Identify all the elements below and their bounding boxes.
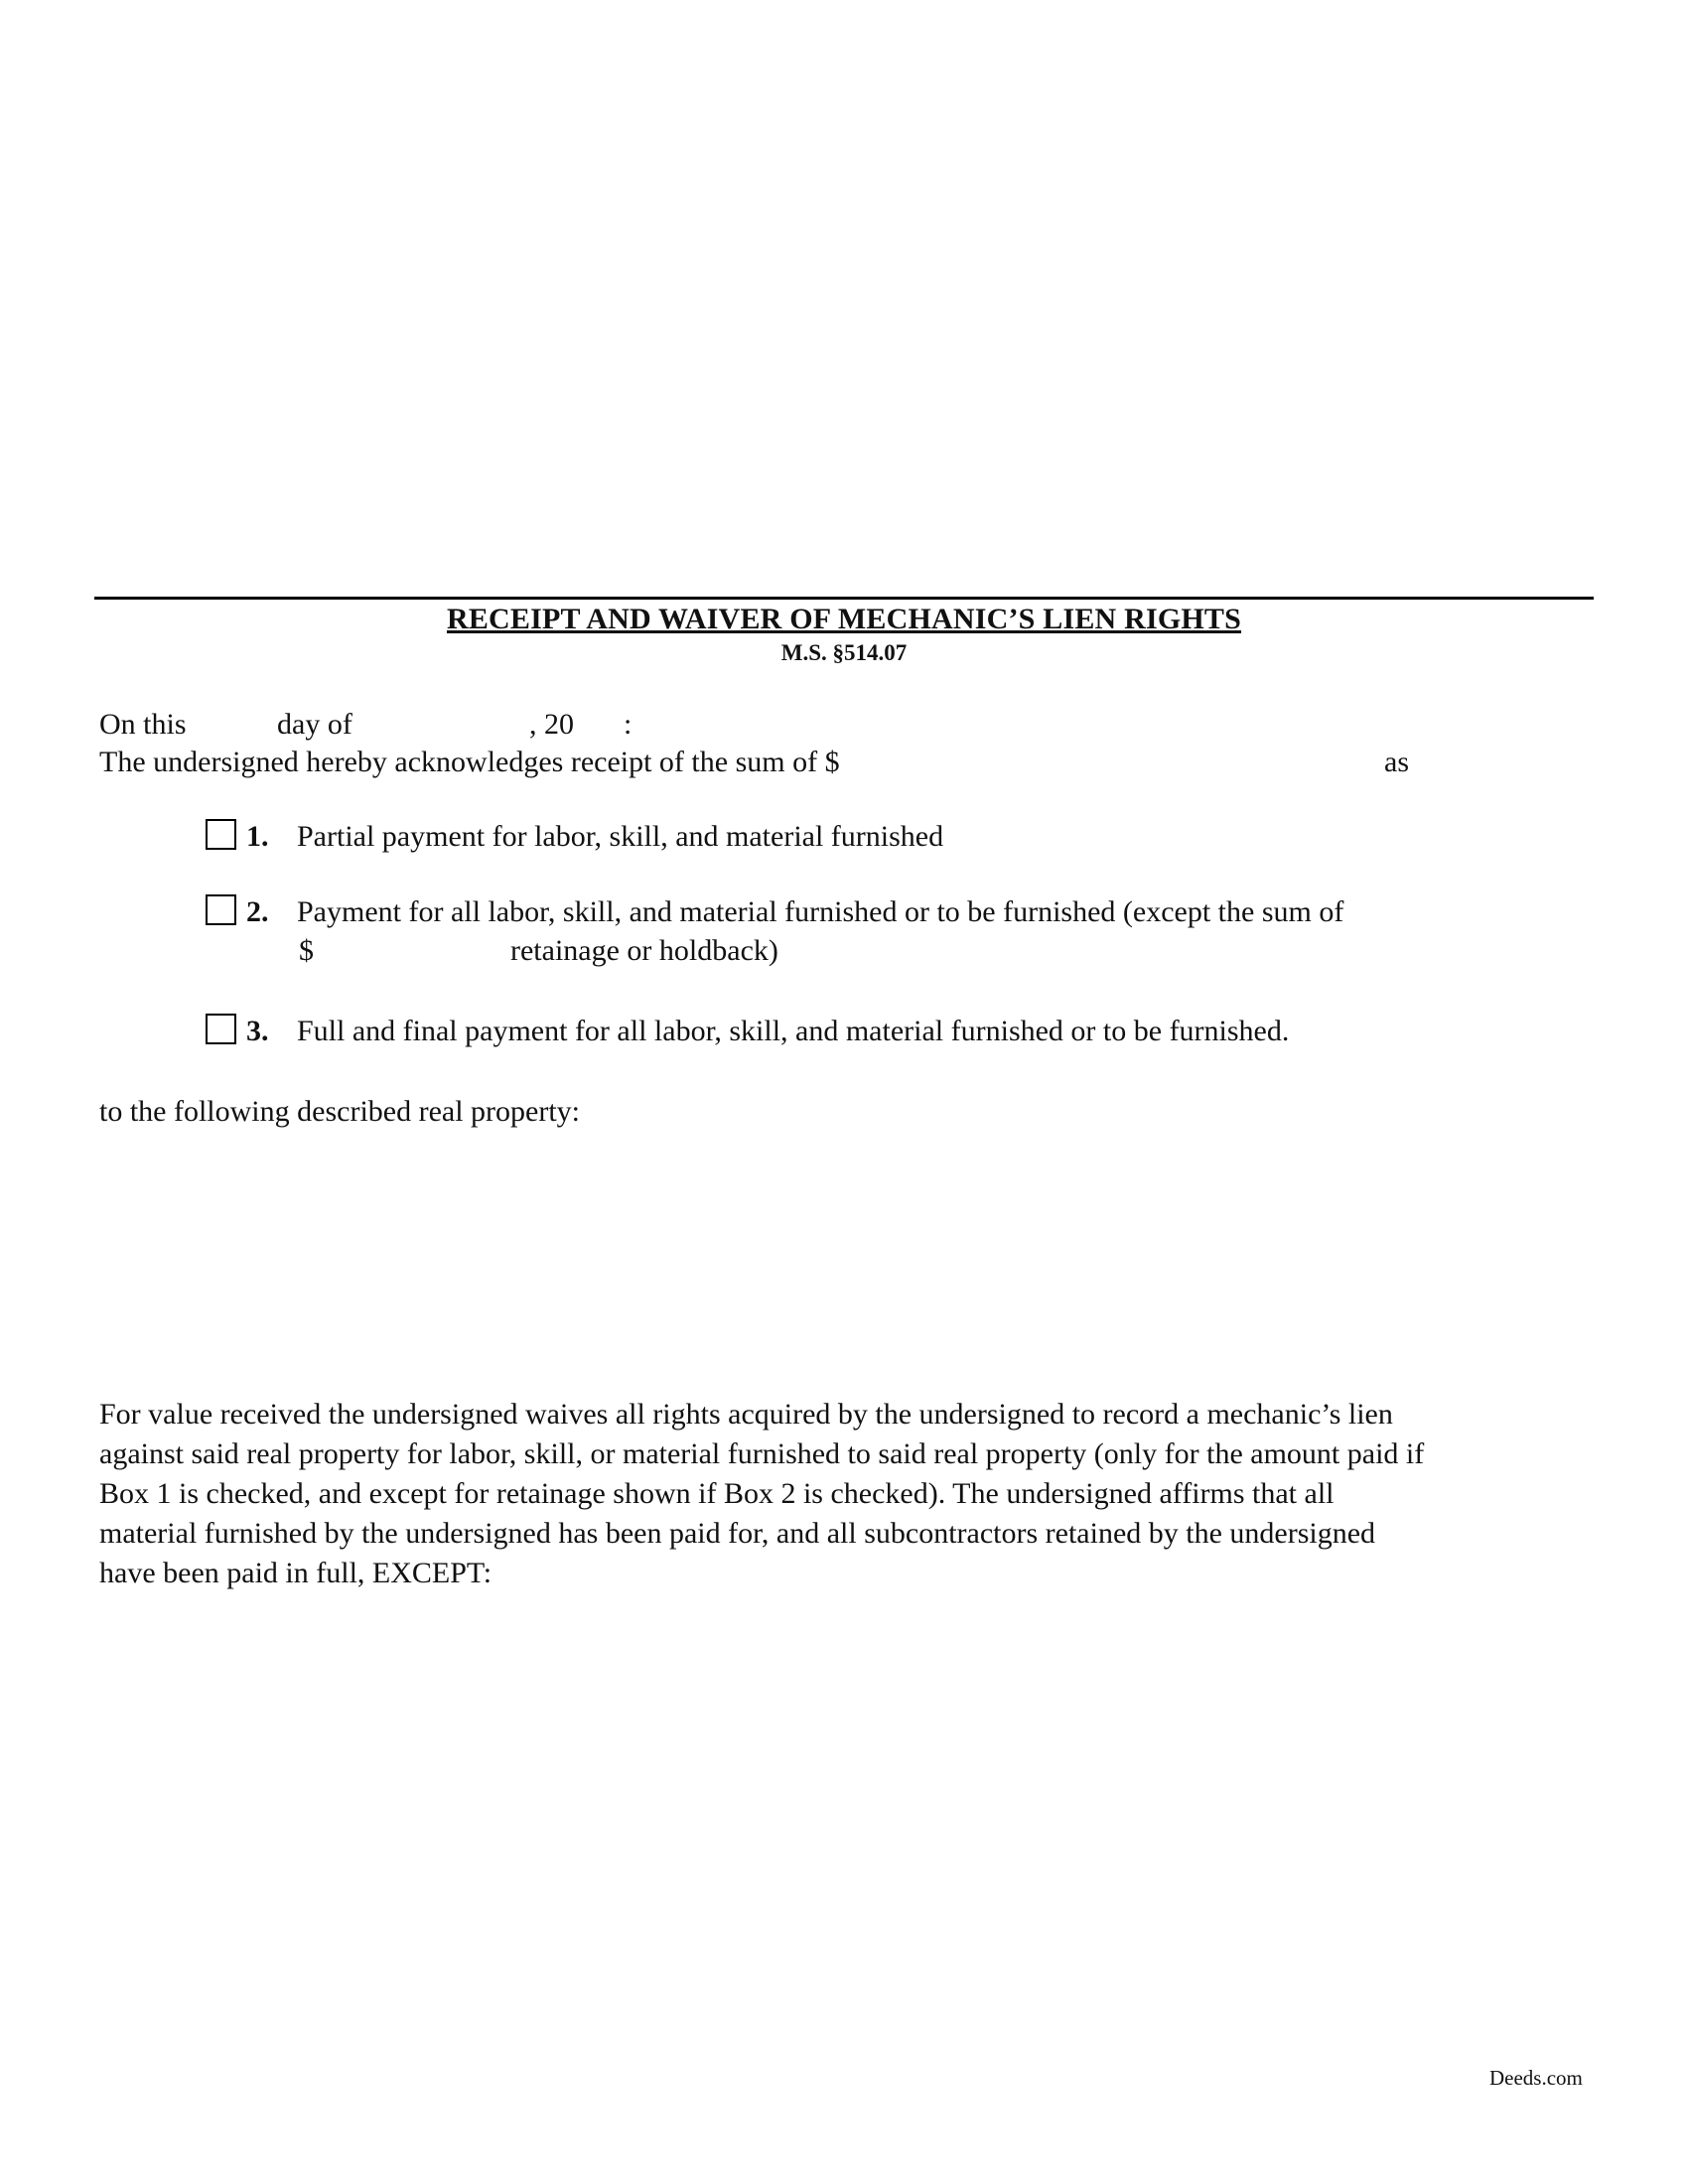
option-2-checkbox[interactable] <box>206 894 236 925</box>
waiver-line: Box 1 is checked, and except for retainage shown if Box 2 is checked). The undersigned affirms that all <box>99 1477 1335 1510</box>
option-2-retainage-text: retainage or holdback) <box>510 934 778 967</box>
option-3-checkbox[interactable] <box>206 1014 236 1044</box>
receipt-acknowledgement: The undersigned hereby acknowledges receipt of the sum of $ <box>99 746 840 778</box>
statute-reference: M.S. §514.07 <box>780 640 908 665</box>
property-label: to the following described real property: <box>99 1095 581 1128</box>
option-2-dollar: $ <box>299 934 314 967</box>
option-2-text: Payment for all labor, skill, and material furnished or to be furnished (except the sum of <box>297 895 1344 928</box>
date-colon: : <box>624 708 633 741</box>
waiver-line: material furnished by the undersigned has been paid for, and all subcontractors retained by the undersigned <box>99 1517 1376 1550</box>
option-1-text: Partial payment for labor, skill, and material furnished <box>297 820 944 853</box>
waiver-line: have been paid in full, EXCEPT: <box>99 1557 492 1589</box>
option-1-number: 1. <box>246 820 269 853</box>
option-3-text: Full and final payment for all labor, skill, and material furnished or to be furnished. <box>297 1015 1290 1047</box>
footer-brand: Deeds.com <box>1489 2066 1583 2090</box>
waiver-line: For value received the undersigned waives all rights acquired by the undersigned to record a mechanic’s lien <box>99 1398 1393 1431</box>
day-of-label: day of <box>277 708 352 741</box>
option-2-number: 2. <box>246 895 269 928</box>
waiver-line: against said real property for labor, skill, or material furnished to said real property (only for the amount paid if <box>99 1437 1425 1470</box>
receipt-as-label: as <box>1384 746 1409 778</box>
waiver-paragraph <box>99 1395 1618 1593</box>
document-title: RECEIPT AND WAIVER OF MECHANIC’S LIEN RIGHTS <box>446 603 1242 635</box>
option-1-checkbox[interactable] <box>206 819 236 850</box>
header-rule <box>94 597 1594 600</box>
on-this-label: On this <box>99 708 187 741</box>
year-prefix: , 20 <box>529 708 574 741</box>
option-3-number: 3. <box>246 1015 269 1047</box>
